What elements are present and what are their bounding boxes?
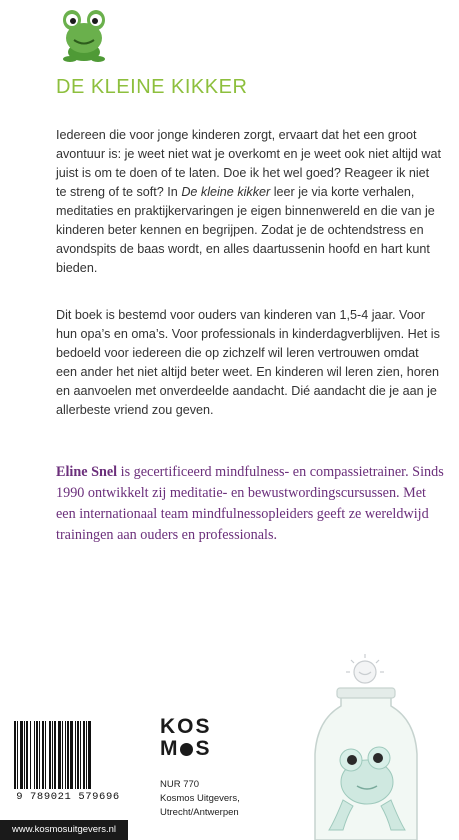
barcode-bar [30,721,31,789]
publisher-name: Kosmos Uitgevers, [160,793,240,804]
barcode-bar [45,721,46,789]
barcode-area [4,713,128,821]
barcode-bar [17,721,18,789]
blurb-paragraph-2: Dit boek is bestemd voor ouders van kinderen van 1,5-4 jaar. Voor hun opa’s en oma’s. Voor professionals in kinderdagverblijven. Het is bedoeld voor iedereen die op zichzelf wil leren vertrouwen omdat een ander het niet altijd beter weet. En kinderen wil leren zien, horen en aanvoelen met onverdeelde aandacht. Dié aandacht die je aan je allerbeste vriend zou geven. [56,308,440,417]
barcode-bar [54,721,56,789]
kosmos-letter-m: M [160,737,180,760]
kosmos-logo-line-2 [160,738,220,760]
sun-icon [346,654,384,683]
barcode-bar [49,721,51,789]
barcode-bar [26,721,28,789]
barcode-bar [77,721,79,789]
barcode-bar [39,721,40,789]
book-title-italic: De kleine kikker [181,185,271,199]
kosmos-logo-line-1: KOS [160,715,212,738]
barcode-bar [42,721,44,789]
nur-code: NUR 770 [160,779,200,790]
isbn-number: 9 789021 579696 [16,791,120,803]
barcode-bar [88,721,91,789]
blurb-paragraph-1 [56,126,442,278]
barcode-bar [36,721,38,789]
barcode [12,721,122,789]
publisher-website: www.kosmosuitgevers.nl [0,820,128,840]
barcode-bar [34,721,35,789]
blurb-text: Iedereen die voor jonge kinderen zorgt, ervaart dat het een groot avontuur is: je weet niet wat je overkomt en je weet ook niet altijd wat juist is om te doen of te laten. Doe ik het wel goed? Reageer ik niet te streng of te soft? In [56,128,442,199]
barcode-bar [52,721,53,789]
kosmos-dot-icon [180,743,193,756]
book-title: DE KLEINE KIKKER [56,76,248,98]
publisher-info [160,778,240,820]
frog-icon [58,4,110,64]
frog-in-jar-illustration [295,650,459,840]
author-bio-text: is gecertificeerd mindfulness- en compassietrainer. Sinds 1990 ontwikkelt zij meditatie- en bewustwordingscursussen. Met een internationaal team mindfulnessopleiders geeft ze wereldwijd trainingen aan ouders en professionals. [56,464,444,543]
author-name: Eline Snel [56,464,118,480]
publisher-city: Utrecht/Antwerpen [160,807,239,818]
barcode-bar [62,721,63,789]
barcode-bar [67,721,69,789]
barcode-bar [24,721,25,789]
barcode-bar [14,721,16,789]
blurb-text: leer je via korte verhalen, meditaties en praktijkervaringen je eigen binnenwereld en die van je kinderen beter kennen en begrijpen. Zodat je de ochtendstress en avondspits de baas wordt, en alles daartussenin hoofd en hart kunt bieden. [56,185,435,275]
author-bio [56,462,448,546]
barcode-bar [75,721,76,789]
barcode-bar [70,721,73,789]
barcode-bar [80,721,81,789]
barcode-bar [20,721,23,789]
barcode-bar [58,721,61,789]
kosmos-letter-s: S [195,737,212,760]
barcode-bar [83,721,85,789]
barcode-bar [65,721,66,789]
barcode-bar [86,721,87,789]
